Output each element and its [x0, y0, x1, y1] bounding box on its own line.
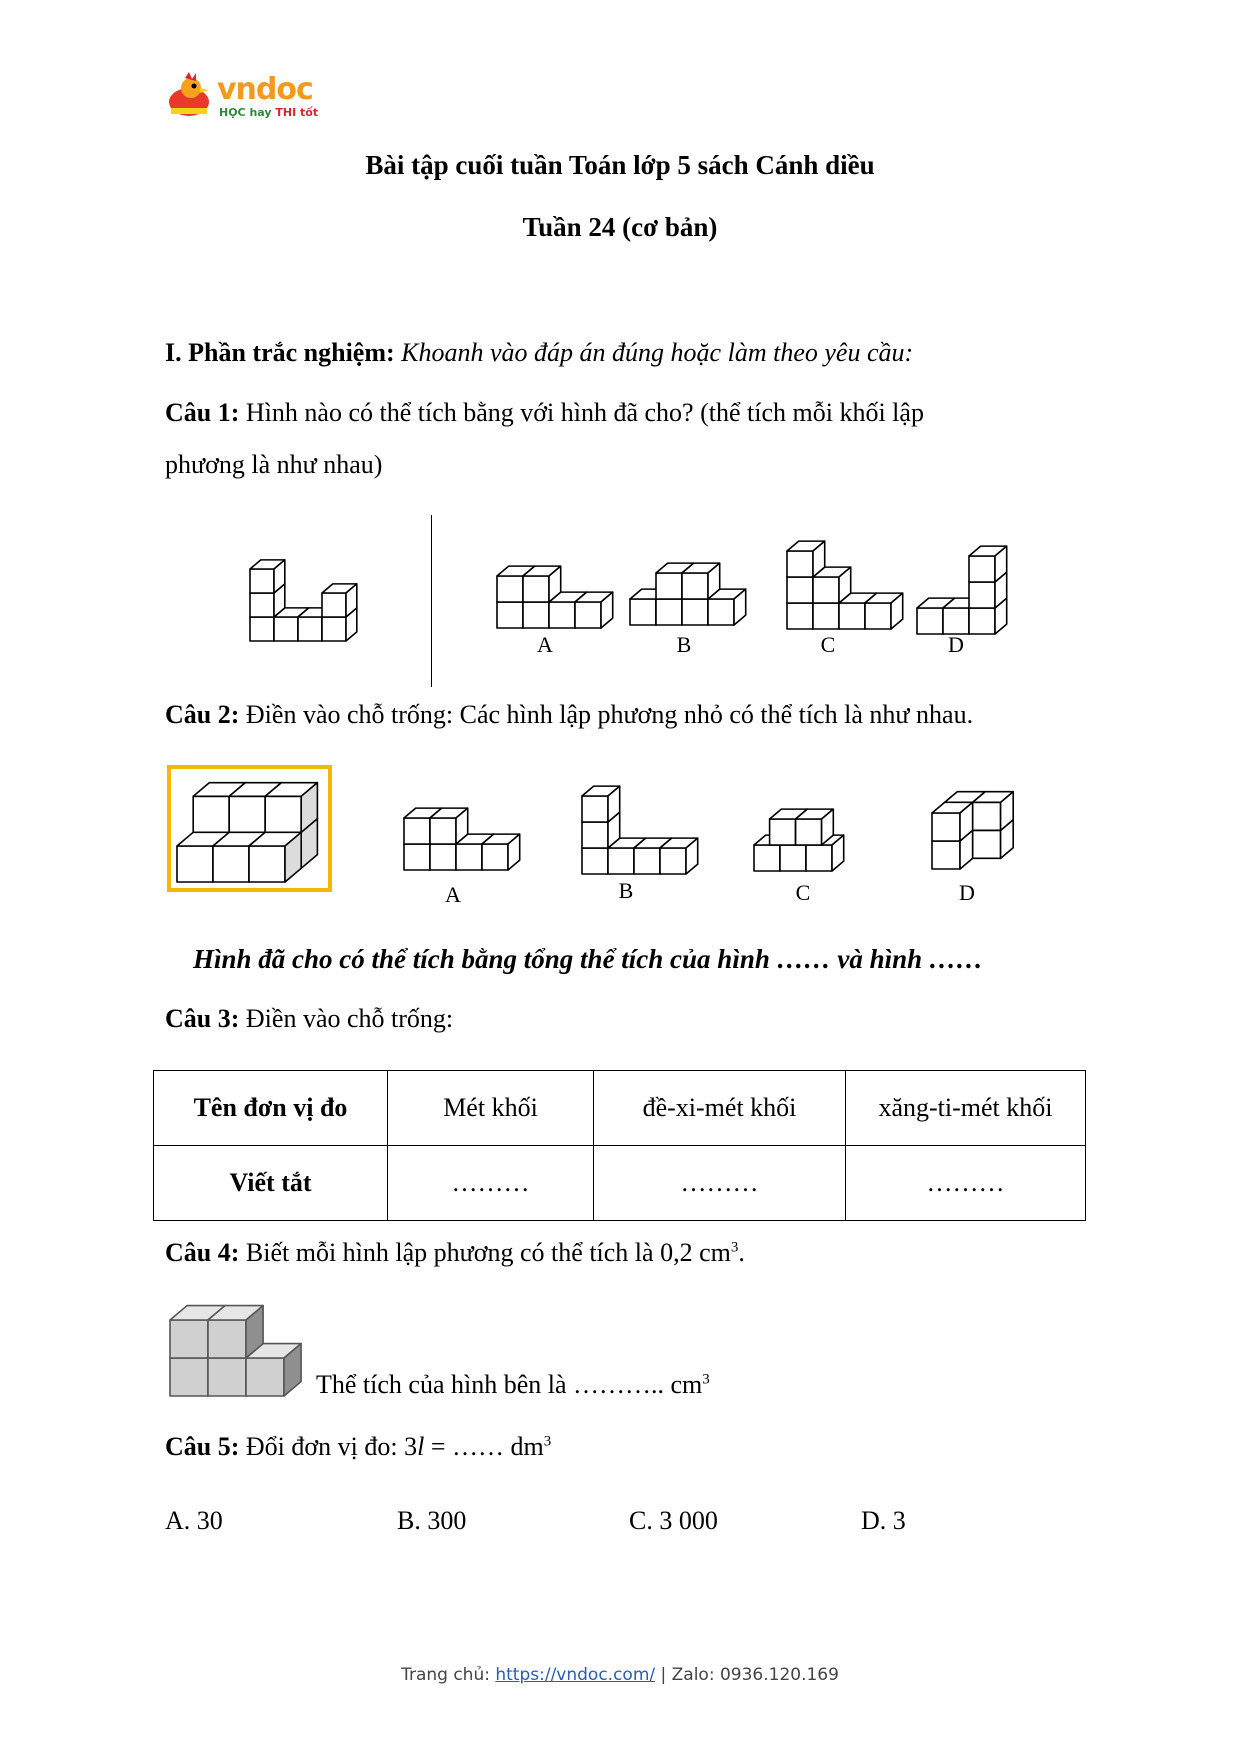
q2-given-figure [175, 778, 325, 888]
q4-text: Biết mỗi hình lập phương có thể tích là 0,2 cm [245, 1238, 731, 1267]
cube [582, 786, 620, 822]
cube [973, 792, 1014, 831]
q2-option-c-figure [752, 795, 862, 875]
q1-option-a-figure [495, 548, 605, 638]
q1-option-c-label: C [820, 632, 836, 657]
units-blank-3[interactable]: ……… [846, 1146, 1086, 1221]
q2-line [165, 700, 973, 730]
q2-option-b-figure [580, 778, 700, 878]
q5-text-prefix: Đổi đơn vị đo: 3 [245, 1432, 418, 1461]
cube [575, 592, 613, 628]
q2-option-d-label: D [959, 880, 975, 905]
q2-label: Câu 2: [165, 700, 240, 729]
q3-text: Điền vào chỗ trống: [245, 1004, 454, 1033]
q4-answer-line [316, 1370, 710, 1400]
cube [249, 832, 301, 882]
logo-tag-part2: THI tốt [275, 106, 319, 119]
units-col-cubic-centimeter: xăng-ti-mét khối [846, 1071, 1086, 1146]
q1-option-a-label: A [537, 632, 553, 657]
section-instruction: Khoanh vào đáp án đúng hoặc làm theo yêu cầu: [401, 338, 914, 367]
vndoc-logo[interactable] [165, 72, 335, 124]
cube [250, 560, 285, 593]
q3-line [165, 1004, 453, 1034]
q1-option-b-label: B [676, 632, 692, 657]
q5-label: Câu 5: [165, 1432, 240, 1461]
q5-line [165, 1432, 551, 1462]
q4-figure [168, 1298, 308, 1398]
q2-option-a-figure [402, 785, 512, 875]
q1-option-d-label: D [948, 632, 964, 657]
table-row [154, 1071, 1086, 1146]
q2-option-d-figure [930, 783, 1020, 873]
units-table [153, 1070, 1086, 1221]
q1-given-figure [248, 545, 358, 645]
units-col-cubic-meter: Mét khối [388, 1071, 594, 1146]
logo-tagline [219, 106, 318, 119]
q1-text-line2: phương là như nhau) [165, 450, 383, 479]
units-row-header-name: Tên đơn vị đo [154, 1071, 388, 1146]
cube [265, 783, 317, 833]
q4-answer[interactable]: Thể tích của hình bên là ……….. cm [316, 1370, 703, 1399]
cube [796, 809, 834, 845]
q5-text-suffix: = …… dm [424, 1432, 544, 1461]
cube [969, 546, 1007, 582]
q2-text: Điền vào chỗ trống: Các hình lập phương nhỏ có thể tích là như nhau. [245, 700, 974, 729]
units-col-cubic-decimeter: đề-xi-mét khối [594, 1071, 846, 1146]
units-blank-2[interactable]: ……… [594, 1146, 846, 1221]
q1-option-b-figure [628, 545, 768, 635]
q2-answer-sentence: Hình đã cho có thể tích bằng tổng thể tích của hình …… và hình …… [193, 944, 983, 974]
q1-option-c-figure [785, 527, 905, 637]
section-heading-line [165, 338, 913, 368]
logo-wordmark: vndoc [217, 72, 313, 107]
q2-option-b-label: B [618, 878, 634, 903]
q1-line1 [165, 398, 924, 428]
q4-text-sup: 3 [730, 1239, 739, 1256]
cube [523, 566, 561, 602]
logo-tag-part1: HỌC hay [219, 106, 276, 119]
page-subtitle: Tuần 24 (cơ bản) [522, 212, 718, 242]
mascot-icon [165, 72, 215, 122]
cube [322, 584, 357, 617]
cube [682, 563, 720, 599]
footer-link[interactable]: https://vndoc.com/ [495, 1665, 656, 1685]
cube [208, 1306, 263, 1358]
footer-prefix: Trang chủ: [401, 1665, 496, 1685]
section-heading: I. Phần trắc nghiệm: [165, 338, 395, 367]
cube [865, 593, 903, 629]
q4-line [165, 1238, 745, 1268]
q2-option-a-label: A [445, 882, 461, 907]
q5-choice-c[interactable]: C. 3 000 [629, 1506, 718, 1535]
q4-answer-sup: 3 [702, 1371, 710, 1388]
cube [430, 808, 468, 844]
cube [932, 802, 973, 841]
q1-option-d-figure [915, 532, 1015, 642]
q4-text-end: . [738, 1238, 745, 1267]
q1-label: Câu 1: [165, 398, 240, 427]
q3-label: Câu 3: [165, 1004, 240, 1033]
q5-choice-a[interactable]: A. 30 [165, 1506, 223, 1535]
units-blank-1[interactable]: ……… [388, 1146, 594, 1221]
q1-text-line1: Hình nào có thể tích bằng với hình đã cho? (thể tích mỗi khối lập [245, 398, 924, 427]
q5-text-sup: 3 [543, 1433, 552, 1450]
q4-label: Câu 4: [165, 1238, 240, 1267]
page-title: Bài tập cuối tuần Toán lớp 5 sách Cánh diều [365, 150, 875, 180]
q2-option-c-label: C [795, 880, 811, 905]
q5-choice-d[interactable]: D. 3 [861, 1506, 906, 1535]
q5-choice-b[interactable]: B. 300 [397, 1506, 467, 1535]
q5-text-unit: l [417, 1432, 425, 1461]
cube [482, 834, 520, 870]
cube [660, 838, 698, 874]
page-footer [0, 1665, 1240, 1685]
cube [787, 541, 825, 577]
footer-suffix: | Zalo: 0936.120.169 [655, 1665, 839, 1685]
q1-divider [431, 515, 432, 687]
table-row [154, 1146, 1086, 1221]
units-row-header-abbr: Viết tắt [154, 1146, 388, 1221]
